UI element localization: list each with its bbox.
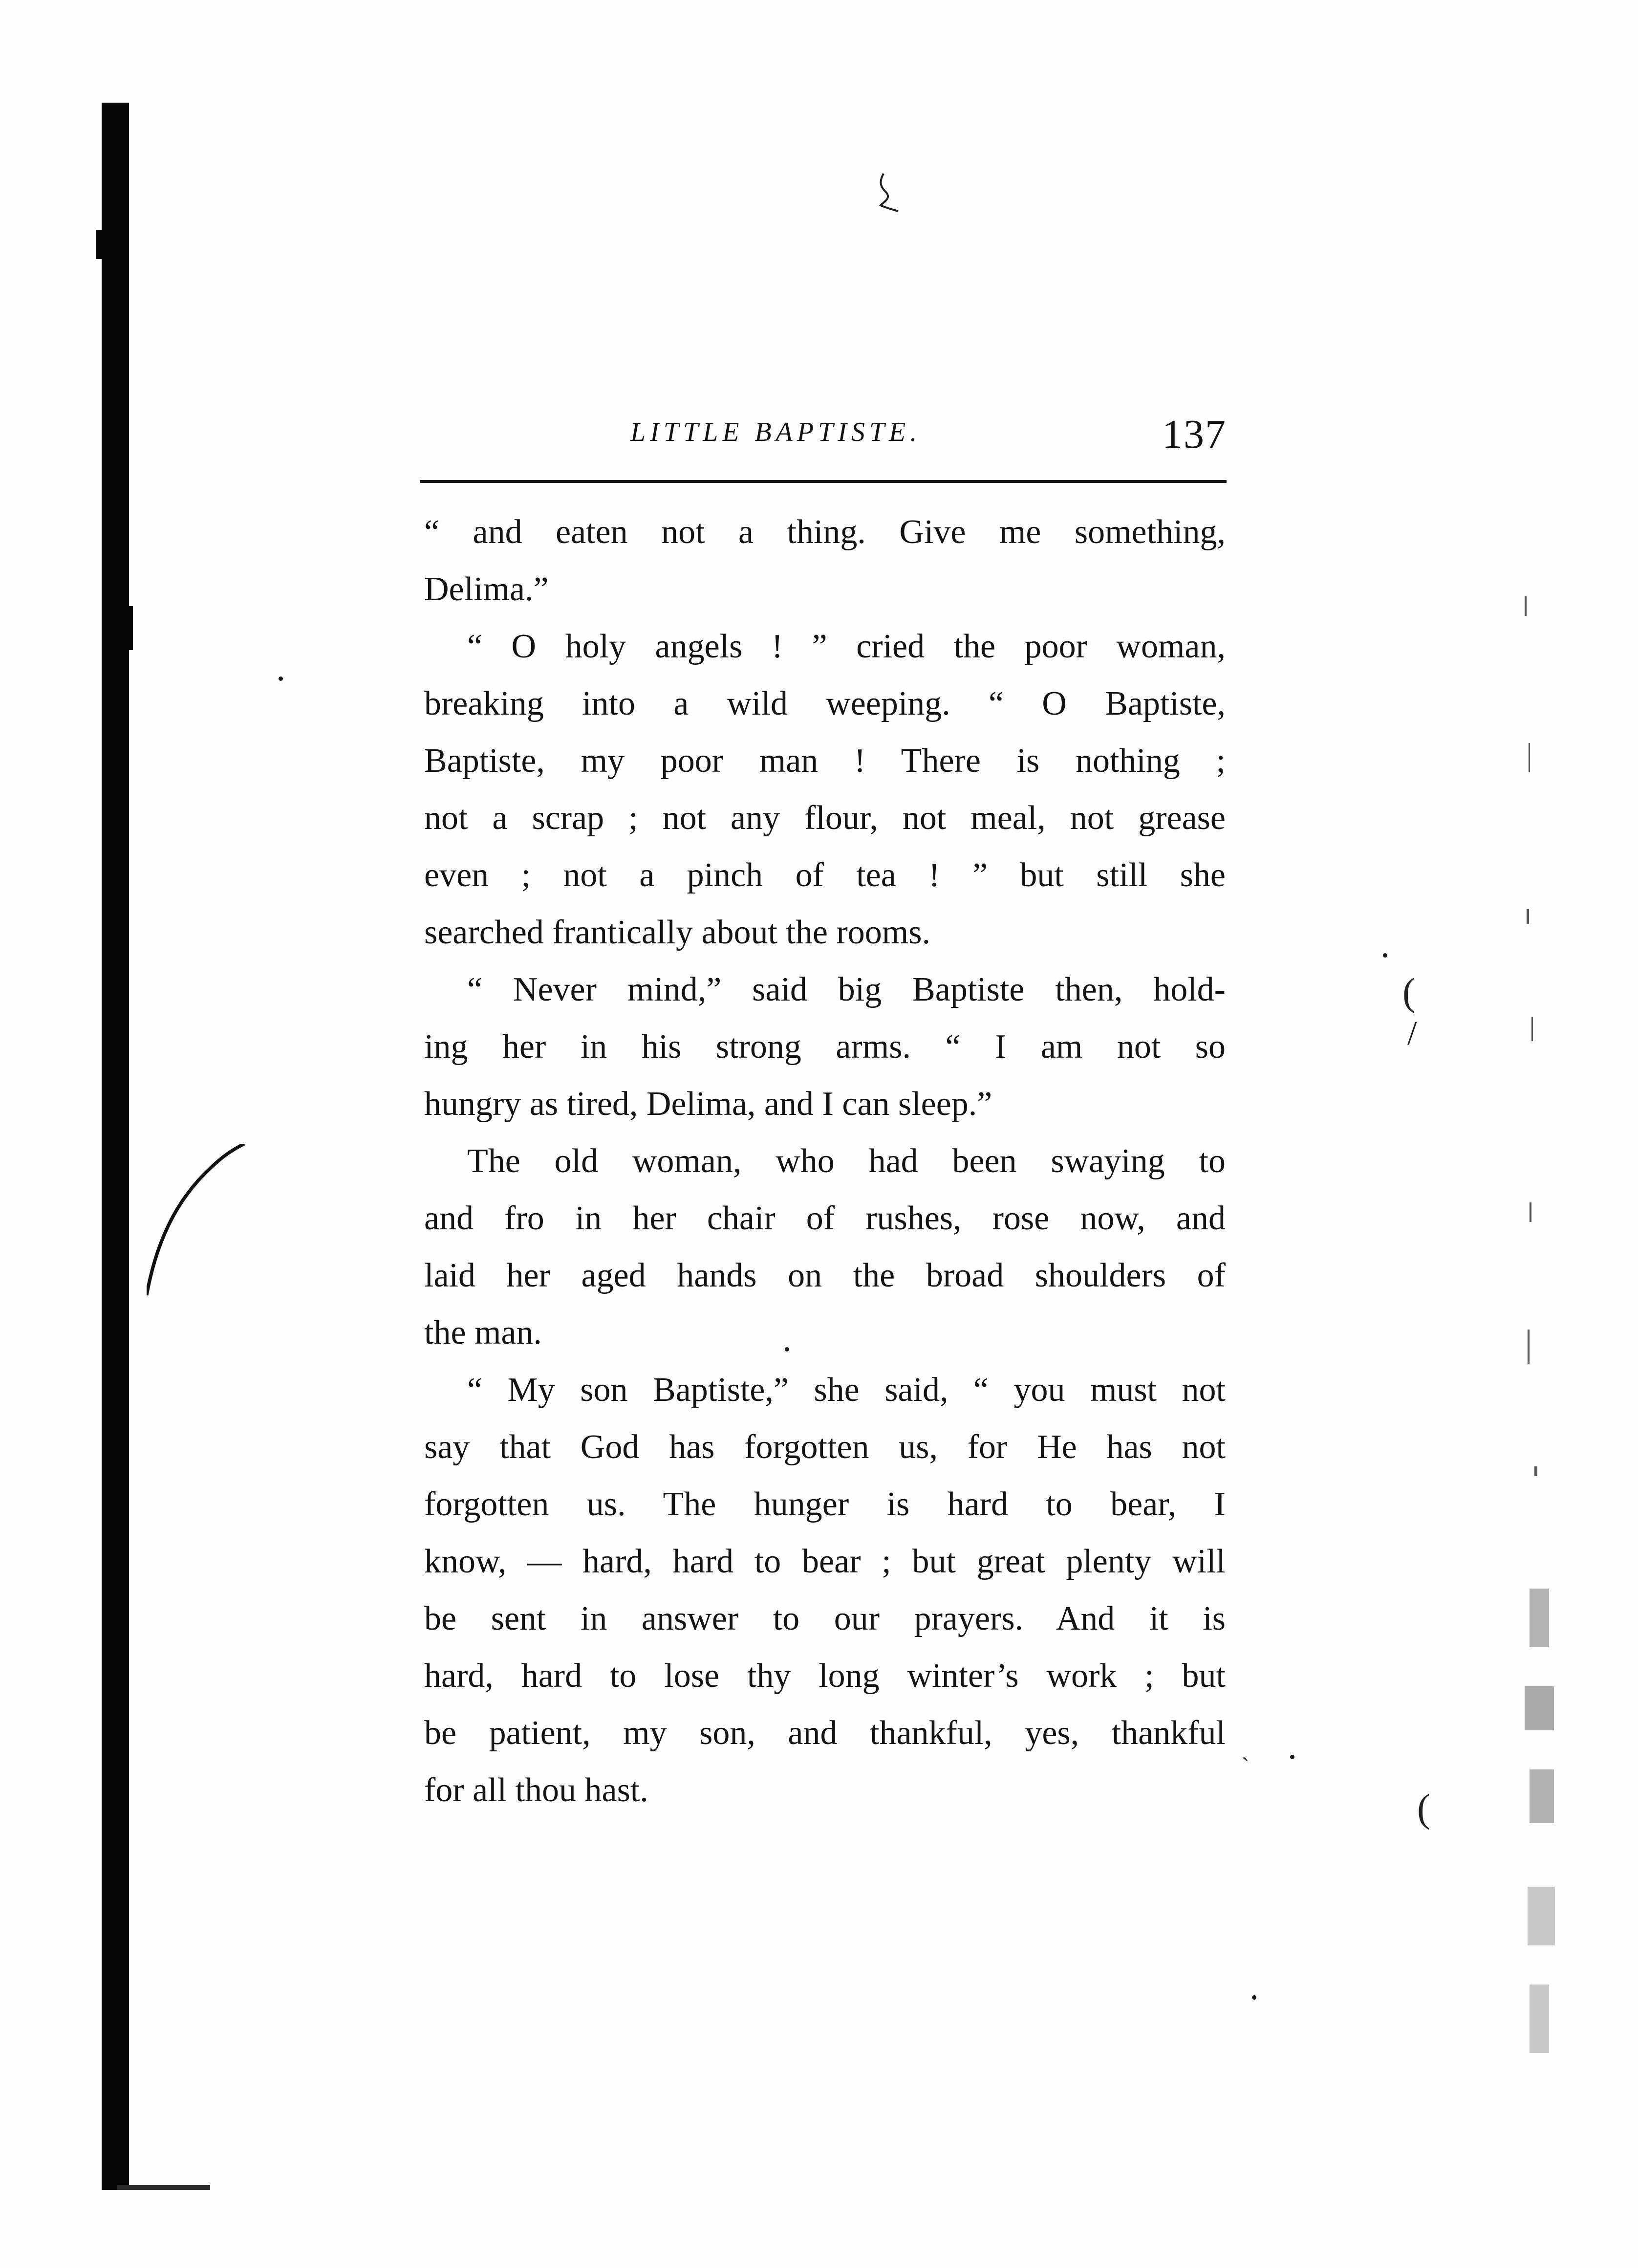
text-line: say that God has forgotten us, for He has not bbox=[424, 1428, 1226, 1466]
text-line: not a scrap ; not any flour, not meal, not grease bbox=[424, 799, 1226, 837]
text-line: the man. bbox=[424, 1314, 542, 1352]
text-line: “ My son Baptiste,” she said, “ you must not bbox=[467, 1371, 1226, 1409]
paragraph bbox=[424, 618, 1226, 961]
stray-dot bbox=[1290, 1755, 1294, 1759]
stray-mark: ( bbox=[1417, 1787, 1430, 1830]
paragraph bbox=[424, 961, 1226, 1133]
text-line: hard, hard to lose thy long winter’s work ; but bbox=[424, 1657, 1226, 1695]
binding-foot-line bbox=[117, 2185, 210, 2190]
text-line: Baptiste, my poor man ! There is nothing ; bbox=[424, 742, 1226, 780]
text-line: “ and eaten not a thing. Give me something, bbox=[424, 513, 1226, 551]
running-title: LITTLE BAPTISTE. bbox=[630, 417, 922, 447]
text-line: breaking into a wild weeping. “ O Baptiste, bbox=[424, 685, 1226, 722]
text-line: “ O holy angels ! ” cried the poor woman, bbox=[467, 628, 1226, 665]
binding-edge bbox=[102, 103, 129, 2190]
text-line: even ; not a pinch of tea ! ” but still she bbox=[424, 856, 1226, 894]
binding-notch bbox=[96, 230, 107, 259]
paragraph bbox=[424, 1361, 1226, 1819]
text-line: The old woman, who had been swaying to bbox=[467, 1142, 1226, 1180]
binding-notch bbox=[123, 606, 133, 650]
text-line: searched frantically about the rooms. bbox=[424, 914, 930, 951]
text-line: for all thou hast. bbox=[424, 1771, 648, 1809]
running-head bbox=[420, 412, 1227, 470]
stray-dot bbox=[279, 676, 283, 681]
scribble-mark bbox=[875, 171, 904, 215]
text-line: know, — hard, hard to bear ; but great plenty will bbox=[424, 1543, 1226, 1580]
text-line: hungry as tired, Delima, and I can sleep.” bbox=[424, 1085, 992, 1123]
paragraph bbox=[424, 1133, 1226, 1361]
stray-dot bbox=[1252, 1995, 1256, 2000]
text-line: forgotten us. The hunger is hard to bear, I bbox=[424, 1485, 1226, 1523]
text-line: and fro in her chair of rushes, rose now, and bbox=[424, 1199, 1226, 1237]
crack-mark bbox=[147, 1144, 254, 1300]
text-line: Delima.” bbox=[424, 570, 549, 608]
stray-dot bbox=[1383, 953, 1387, 958]
text-line: “ Never mind,” said big Baptiste then, hold- bbox=[467, 971, 1226, 1008]
paragraph bbox=[424, 503, 1226, 618]
stray-mark: ˎ bbox=[1241, 1734, 1250, 1761]
text-line: ing her in his strong arms. “ I am not so bbox=[424, 1028, 1226, 1066]
page-number: 137 bbox=[1162, 412, 1227, 457]
stray-mark: ( bbox=[1402, 971, 1416, 1014]
text-line: be sent in answer to our prayers. And it is bbox=[424, 1600, 1226, 1637]
text-line: be patient, my son, and thankful, yes, thankful bbox=[424, 1714, 1226, 1752]
body-text bbox=[424, 503, 1226, 1819]
stray-mark: / bbox=[1407, 1015, 1417, 1052]
text-line: laid her aged hands on the broad shoulders of bbox=[424, 1257, 1226, 1294]
edge-speckle bbox=[1515, 538, 1593, 2102]
header-rule bbox=[420, 480, 1227, 483]
